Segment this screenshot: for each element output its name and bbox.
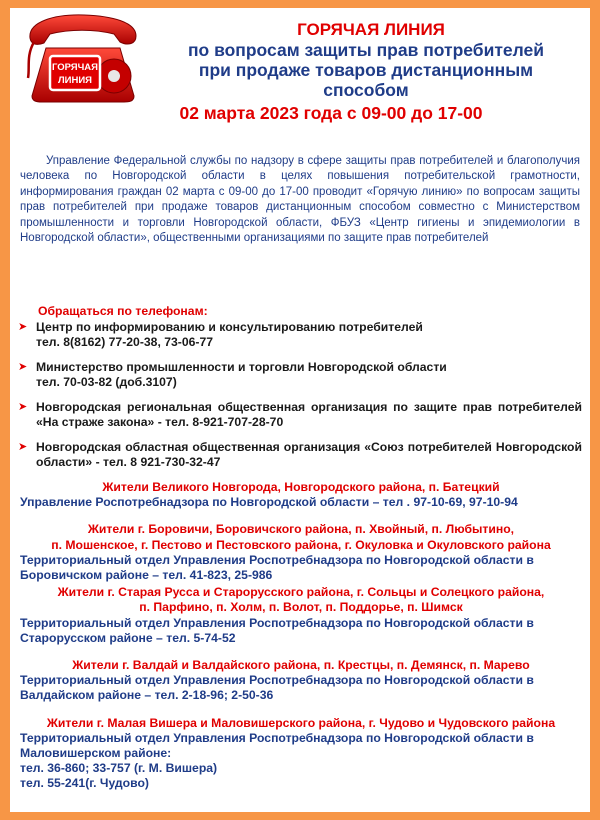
sign-word-2: ЛИНИЯ (57, 75, 93, 86)
contact-org: Новгородская региональная общественная организация по защите прав потребителей «На страже закона» - тел. 8-921-707-28-70 (36, 400, 582, 429)
red-telephone-icon (24, 12, 142, 104)
region-block (20, 585, 582, 646)
region-office: Территориальный отдел Управления Роспотребнадзора по Новгородской области в Валдайском районе – тел. 2-18-96; 2-50-36 (20, 673, 534, 703)
region-residents: Жители г. Валдай и Валдайского района, п. Крестцы, п. Демянск, п. Марево (72, 658, 530, 673)
sign-word-1: ГОРЯЧАЯ (52, 62, 98, 73)
intro-paragraph: Управление Федеральной службы по надзору в сфере защиты прав потребителей и благополучия человека по Новгородской области в целях повышения потребительской грамотности, информирования граждан 02 марта с 09-00 до 17-00 проводит «Горячую линию» по вопросам защиты прав потребителей при продаже товаров дистанционным способом совместно с Министерством промышленности и торговли Новгородской области, ФБУЗ «Центр гигиены и эпидемиологии в Новгородской области», общественными организациями по защите прав потребителей (20, 155, 580, 245)
region-residents: п. Мошенское, г. Пестово и Пестовского района, г. Окуловка и Окуловского района (51, 537, 551, 552)
arrow-bullet-icon: ➤ (18, 321, 28, 333)
contacts-list (18, 320, 582, 480)
title-block (142, 20, 590, 124)
region-block (20, 716, 582, 792)
arrow-bullet-icon: ➤ (18, 401, 28, 413)
contact-org: Центр по информированию и консультированию потребителей (36, 320, 423, 334)
region-office: Территориальный отдел Управления Роспотребнадзора по Новгородской области в Маловишерском районе: (20, 730, 534, 761)
region-residents: Жители Великого Новгорода, Новгородского района, п. Батецкий (102, 480, 500, 494)
poster-header (10, 8, 590, 150)
region-residents: Жители г. Боровичи, Боровичского района, п. Хвойный, п. Любытино, (87, 522, 515, 537)
region-office: Территориальный отдел Управления Роспотребнадзора по Новгородской области в Боровичском районе – тел. 41-823, 25-986 (20, 552, 534, 583)
region-office: Территориальный отдел Управления Роспотребнадзора по Новгородской области в Старорусском районе – тел. 5-74-52 (20, 615, 534, 645)
contact-item (18, 320, 582, 350)
region-residents: Жители г. Старая Русса и Старорусского района, г. Сольцы и Солецкого района, (57, 585, 545, 600)
region-phone: тел. 55-241(г. Чудово) (20, 776, 149, 791)
region-residents: п. Парфино, п. Холм, п. Волот, п. Поддорье, п. Шимск (139, 600, 463, 615)
contact-org: Новгородская областная общественная организация «Союз потребителей Новгородской области» - тел. 8 921-730-32-47 (36, 440, 582, 469)
subtitle-line-3: способом (323, 80, 409, 100)
subtitle-line-2: при продаже товаров дистанционным (198, 60, 534, 80)
region-residents: Жители г. Малая Вишера и Маловишерского района, г. Чудово и Чудовского района (46, 715, 556, 730)
date-line: 02 марта 2023 года с 09-00 до 17-00 (179, 103, 483, 123)
main-title: ГОРЯЧАЯ ЛИНИЯ (297, 20, 445, 39)
contact-org: Министерство промышленности и торговли Новгородской области (36, 360, 447, 374)
poster-sheet (10, 8, 590, 812)
arrow-bullet-icon: ➤ (18, 441, 28, 453)
contact-item (18, 360, 582, 390)
contact-item (18, 440, 582, 470)
subtitle-line-1: по вопросам защиты прав потребителей (187, 40, 545, 60)
region-block (20, 480, 582, 510)
region-block (20, 658, 582, 704)
region-phone: тел. 36-860; 33-757 (г. М. Вишера) (20, 761, 218, 776)
contact-phone: тел. 8(8162) 77-20-38, 73-06-77 (36, 335, 213, 349)
contact-phone: тел. 70-03-82 (доб.3107) (36, 375, 177, 389)
arrow-bullet-icon: ➤ (18, 361, 28, 373)
region-block (20, 522, 582, 583)
phones-heading: Обращаться по телефонам: (38, 304, 208, 318)
regions-list (20, 480, 582, 804)
contact-item (18, 400, 582, 430)
region-office: Управление Роспотребнадзора по Новгородской области – тел . 97-10-69, 97-10-94 (20, 495, 518, 510)
